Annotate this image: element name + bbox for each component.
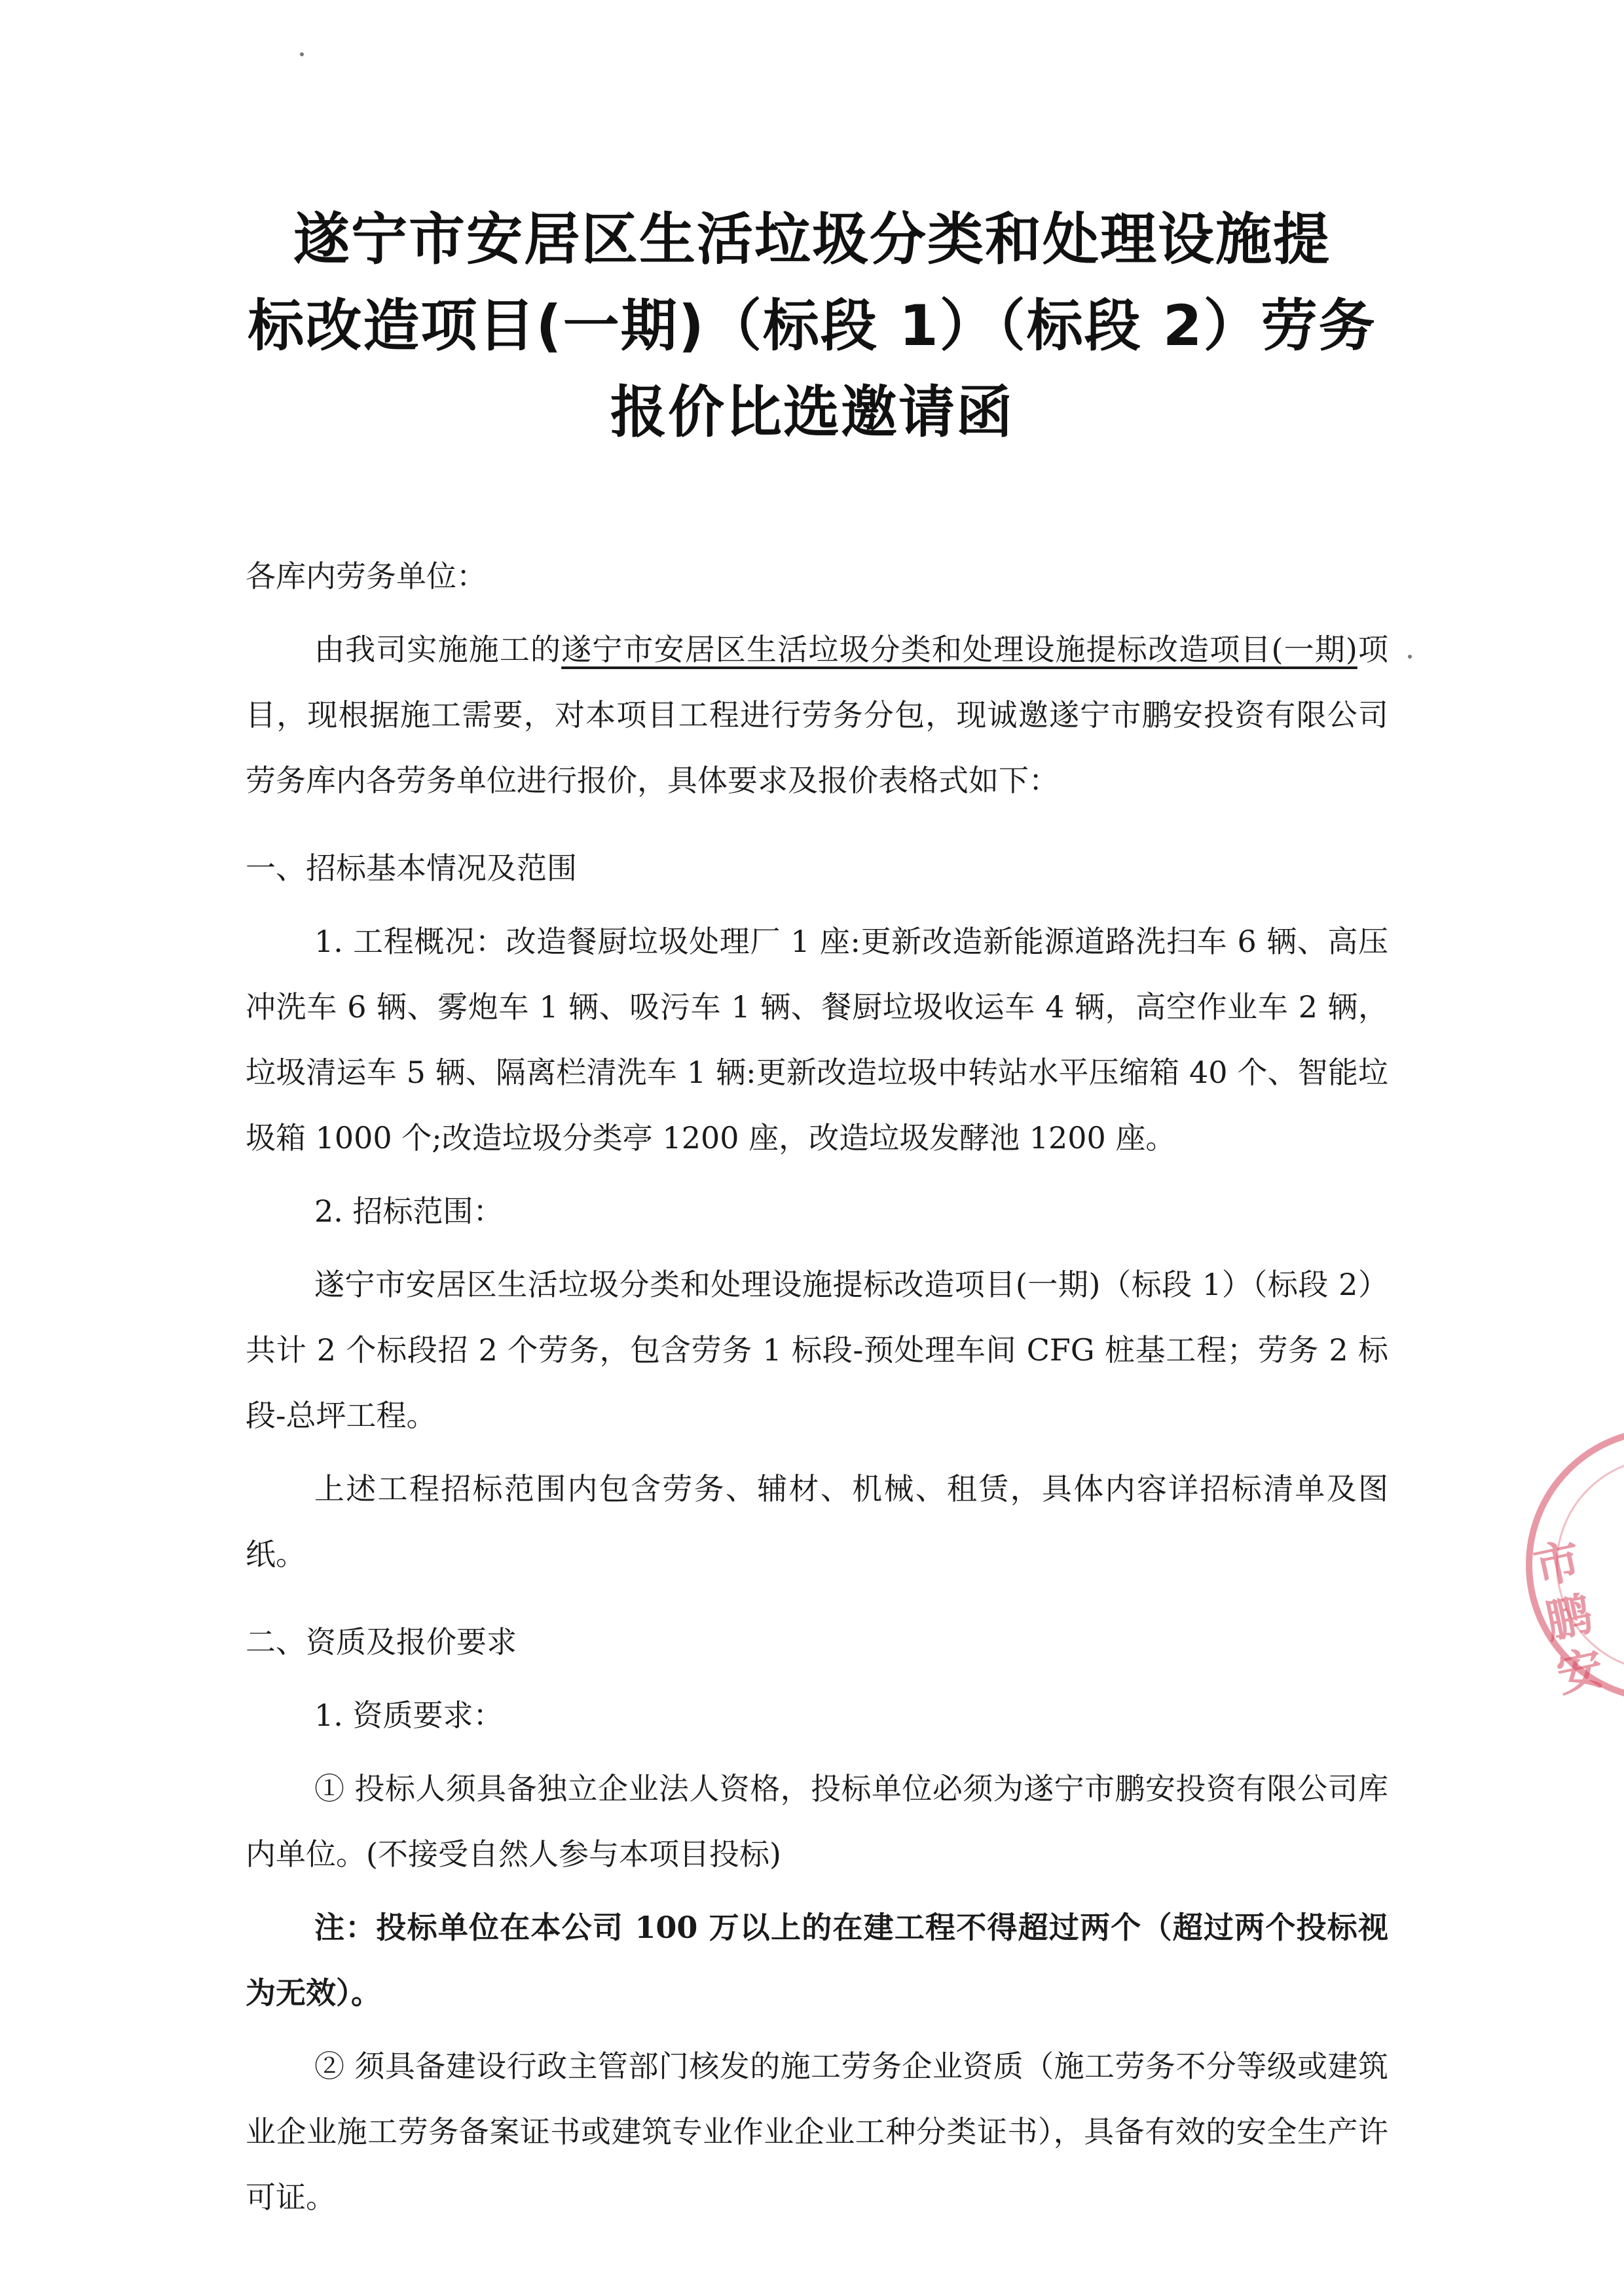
section-2-heading: 二、资质及报价要求 — [246, 1624, 517, 1660]
stamp-text: 市鹏安 — [1529, 1533, 1608, 1703]
scan-speck — [300, 52, 304, 56]
company-seal-stamp — [1526, 1427, 1624, 1702]
title-line-1: 遂宁市安居区生活垃圾分类和处理设施提 — [293, 207, 1331, 272]
document-body — [246, 543, 1388, 2230]
document-title — [196, 196, 1428, 456]
title-line-3: 报价比选邀请函 — [610, 380, 1014, 445]
note-paragraph: 注：投标单位在本公司 100 万以上的在建工程不得超过两个（超过两个投标视为无效）。 — [246, 1910, 1388, 2011]
section-2-item-1-heading: 1. 资质要求： — [314, 1698, 504, 1733]
section-1-heading: 一、招标基本情况及范围 — [246, 850, 577, 886]
intro-before: 由我司实施施工的 — [314, 632, 562, 667]
project-name: 遂宁市安居区生活垃圾分类和处理设施提标改造项目(一期) — [561, 632, 1357, 667]
section-1-item-2-note: 上述工程招标范围内包含劳务、辅材、机械、租赁，具体内容详招标清单及图纸。 — [246, 1471, 1388, 1572]
scan-speck — [1408, 655, 1412, 659]
section-1-item-1: 1. 工程概况：改造餐厨垃圾处理厂 1 座:更新改造新能源道路洗扫车 6 辆、高压冲洗车 6 辆、雾炮车 1 辆、吸污车 1 辆、餐厨垃圾收运车 4 辆，高空作业车 2 辆，垃圾清运车 5 辆、隔离栏清洗车 1 辆:更新改造垃圾中转站水平压缩箱 40 个、智能垃圾箱 1000 个;改造垃圾分类亭 1200 座，改造垃圾发酵池 1200 座。 — [246, 924, 1388, 1156]
title-line-2: 标改造项目(一期)（标段 1）（标段 2）劳务 — [248, 293, 1376, 359]
intro-after: 项目，现根据施工需要，对本项目工程进行劳务分包，现诚邀遂宁市鹏安投资有限公司劳务库内各劳务单位进行报价，具体要求及报价表格式如下： — [246, 632, 1389, 798]
intro-paragraph — [246, 617, 1388, 813]
section-1-item-2-heading: 2. 招标范围： — [314, 1194, 504, 1229]
requirement-1: ① 投标人须具备独立企业法人资格，投标单位必须为遂宁市鹏安投资有限公司库内单位。(不接受自然人参与本项目投标) — [246, 1771, 1388, 1872]
requirement-2: ② 须具备建设行政主管部门核发的施工劳务企业资质（施工劳务不分等级或建筑业企业施工劳务备案证书或建筑专业作业企业工种分类证书），具备有效的安全生产许可证。 — [246, 2049, 1388, 2215]
salutation: 各库内劳务单位： — [246, 558, 487, 594]
section-1-item-2-text: 遂宁市安居区生活垃圾分类和处理设施提标改造项目(一期)（标段 1）（标段 2）共计 2 个标段招 2 个劳务，包含劳务 1 标段-预处理车间 CFG 桩基工程；劳务 2 标段-总坪工程。 — [246, 1267, 1388, 1433]
